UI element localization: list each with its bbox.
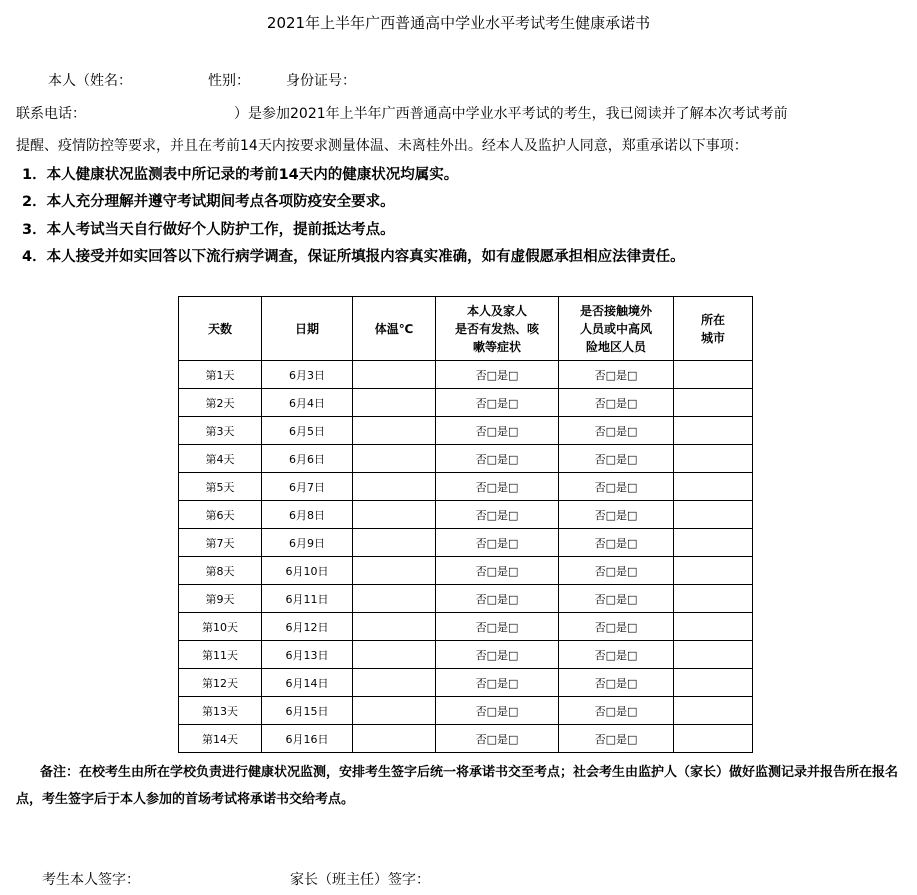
phone-line	[16, 103, 916, 123]
temperature-cell[interactable]	[353, 641, 436, 669]
city-cell[interactable]	[674, 725, 753, 753]
temperature-cell[interactable]	[353, 697, 436, 725]
parent-signature-label: 家长（班主任）签字：	[290, 872, 430, 888]
table-row	[179, 417, 753, 445]
city-cell[interactable]	[674, 697, 753, 725]
header-symptoms-line-1: 本人及家人	[466, 303, 527, 318]
table-row	[179, 669, 753, 697]
date-cell: 6月3日	[262, 361, 353, 389]
symptoms-option-cell[interactable]: 否□是□	[436, 501, 559, 529]
contact-option-cell[interactable]: 否□是□	[559, 501, 674, 529]
document-title: 2021年上半年广西普通高中学业水平考试考生健康承诺书	[266, 14, 651, 32]
symptoms-option-cell[interactable]: 否□是□	[436, 361, 559, 389]
date-cell: 6月10日	[262, 557, 353, 585]
city-cell[interactable]	[674, 529, 753, 557]
contact-option-cell[interactable]: 否□是□	[559, 557, 674, 585]
date-cell: 6月4日	[262, 389, 353, 417]
table-row	[179, 389, 753, 417]
student-signature-label: 考生本人签字：	[42, 872, 140, 888]
header-symptoms-line-2: 是否有发热、咳	[454, 321, 539, 336]
date-cell: 6月7日	[262, 473, 353, 501]
date-cell: 6月13日	[262, 641, 353, 669]
intro-statement-continued: 提醒、疫情防控等要求，并且在考前14天内按要求测量体温、未离桂外出。经本人及监护人同意，郑重承诺以下事项：	[16, 138, 748, 154]
temperature-cell[interactable]	[353, 473, 436, 501]
header-contact-line-1: 是否接触境外	[579, 303, 652, 318]
date-cell: 6月12日	[262, 613, 353, 641]
city-cell[interactable]	[674, 585, 753, 613]
temperature-cell[interactable]	[353, 445, 436, 473]
header-contact-line-2: 人员或中高风	[579, 321, 652, 336]
table-body	[179, 361, 753, 753]
table-row	[179, 613, 753, 641]
symptoms-option-cell[interactable]: 否□是□	[436, 669, 559, 697]
temperature-cell[interactable]	[353, 389, 436, 417]
contact-option-cell[interactable]: 否□是□	[559, 585, 674, 613]
symptoms-option-cell[interactable]: 否□是□	[436, 529, 559, 557]
contact-option-cell[interactable]: 否□是□	[559, 669, 674, 697]
table-row	[179, 585, 753, 613]
temperature-cell[interactable]	[353, 417, 436, 445]
header-symptoms	[436, 297, 559, 361]
city-cell[interactable]	[674, 501, 753, 529]
health-monitoring-table	[178, 296, 753, 753]
table-row	[179, 557, 753, 585]
header-contact	[559, 297, 674, 361]
gender-label: 性别：	[208, 73, 250, 89]
symptoms-option-cell[interactable]: 否□是□	[436, 473, 559, 501]
remarks: 备注：在校考生由所在学校负责进行健康状况监测，安排考生签字后统一将承诺书交至考点；社会考生由监护人（家长）做好监测记录并报告所在报名点，考生签字后于本人参加的首场考试将承诺书交给考点。	[16, 765, 899, 807]
temperature-cell[interactable]	[353, 585, 436, 613]
contact-option-cell[interactable]: 否□是□	[559, 641, 674, 669]
table-header-row	[179, 297, 753, 361]
symptoms-option-cell[interactable]: 否□是□	[436, 445, 559, 473]
day-cell: 第4天	[179, 445, 262, 473]
day-cell: 第6天	[179, 501, 262, 529]
symptoms-option-cell[interactable]: 否□是□	[436, 557, 559, 585]
date-cell: 6月5日	[262, 417, 353, 445]
contact-option-cell[interactable]: 否□是□	[559, 697, 674, 725]
day-cell: 第3天	[179, 417, 262, 445]
table-row	[179, 445, 753, 473]
city-cell[interactable]	[674, 669, 753, 697]
commitment-item-4: 4．本人接受并如实回答以下流行病学调查，保证所填报内容真实准确，如有虚假愿承担相应法律责任。	[22, 249, 685, 265]
day-cell: 第13天	[179, 697, 262, 725]
header-city-line-1: 所在	[700, 312, 725, 327]
city-cell[interactable]	[674, 613, 753, 641]
header-city-line-2: 城市	[700, 330, 725, 345]
day-cell: 第11天	[179, 641, 262, 669]
date-cell: 6月9日	[262, 529, 353, 557]
table-row	[179, 529, 753, 557]
date-cell: 6月8日	[262, 501, 353, 529]
day-cell: 第7天	[179, 529, 262, 557]
day-cell: 第10天	[179, 613, 262, 641]
header-contact-line-3: 险地区人员	[585, 339, 646, 354]
contact-option-cell[interactable]: 否□是□	[559, 445, 674, 473]
date-cell: 6月15日	[262, 697, 353, 725]
day-cell: 第1天	[179, 361, 262, 389]
header-symptoms-line-3: 嗽等症状	[472, 339, 521, 354]
contact-option-cell[interactable]: 否□是□	[559, 473, 674, 501]
commitment-item-2: 2．本人充分理解并遵守考试期间考点各项防疫安全要求。	[22, 194, 395, 210]
header-day: 天数	[179, 297, 262, 361]
table-row	[179, 697, 753, 725]
header-city	[674, 297, 753, 361]
contact-option-cell[interactable]: 否□是□	[559, 613, 674, 641]
contact-option-cell[interactable]: 否□是□	[559, 389, 674, 417]
temperature-cell[interactable]	[353, 557, 436, 585]
temperature-cell[interactable]	[353, 529, 436, 557]
header-date: 日期	[262, 297, 353, 361]
symptoms-option-cell[interactable]: 否□是□	[436, 389, 559, 417]
symptoms-option-cell[interactable]: 否□是□	[436, 697, 559, 725]
day-cell: 第8天	[179, 557, 262, 585]
contact-option-cell[interactable]: 否□是□	[559, 417, 674, 445]
name-label: 本人（姓名：	[48, 73, 132, 89]
symptoms-option-cell[interactable]: 否□是□	[436, 585, 559, 613]
commitment-item-3: 3．本人考试当天自行做好个人防护工作，提前抵达考点。	[22, 222, 395, 238]
city-cell[interactable]	[674, 473, 753, 501]
symptoms-option-cell[interactable]: 否□是□	[436, 613, 559, 641]
day-cell: 第14天	[179, 725, 262, 753]
temperature-cell[interactable]	[353, 501, 436, 529]
city-cell[interactable]	[674, 445, 753, 473]
table-row	[179, 641, 753, 669]
symptoms-option-cell[interactable]: 否□是□	[436, 641, 559, 669]
table-row	[179, 725, 753, 753]
day-cell: 第5天	[179, 473, 262, 501]
intro-statement: ）是参加2021年上半年广西普通高中学业水平考试的考生，我已阅读并了解本次考试考前	[234, 106, 788, 122]
city-cell[interactable]	[674, 389, 753, 417]
day-cell: 第2天	[179, 389, 262, 417]
phone-label: 联系电话：	[16, 106, 86, 122]
day-cell: 第9天	[179, 585, 262, 613]
city-cell[interactable]	[674, 417, 753, 445]
contact-option-cell[interactable]: 否□是□	[559, 725, 674, 753]
date-cell: 6月16日	[262, 725, 353, 753]
city-cell[interactable]	[674, 557, 753, 585]
date-cell: 6月6日	[262, 445, 353, 473]
table-row	[179, 501, 753, 529]
city-cell[interactable]	[674, 641, 753, 669]
date-cell: 6月14日	[262, 669, 353, 697]
contact-option-cell[interactable]: 否□是□	[559, 361, 674, 389]
contact-option-cell[interactable]: 否□是□	[559, 529, 674, 557]
symptoms-option-cell[interactable]: 否□是□	[436, 417, 559, 445]
temperature-cell[interactable]	[353, 613, 436, 641]
date-cell: 6月11日	[262, 585, 353, 613]
temperature-cell[interactable]	[353, 361, 436, 389]
day-cell: 第12天	[179, 669, 262, 697]
table-row	[179, 361, 753, 389]
id-label: 身份证号：	[286, 73, 356, 89]
header-temperature: 体温℃	[353, 297, 436, 361]
temperature-cell[interactable]	[353, 669, 436, 697]
city-cell[interactable]	[674, 361, 753, 389]
table-row	[179, 473, 753, 501]
symptoms-option-cell[interactable]: 否□是□	[436, 725, 559, 753]
personal-info-line	[48, 70, 356, 90]
commitment-item-1: 1．本人健康状况监测表中所记录的考前14天内的健康状况均属实。	[22, 167, 459, 183]
temperature-cell[interactable]	[353, 725, 436, 753]
